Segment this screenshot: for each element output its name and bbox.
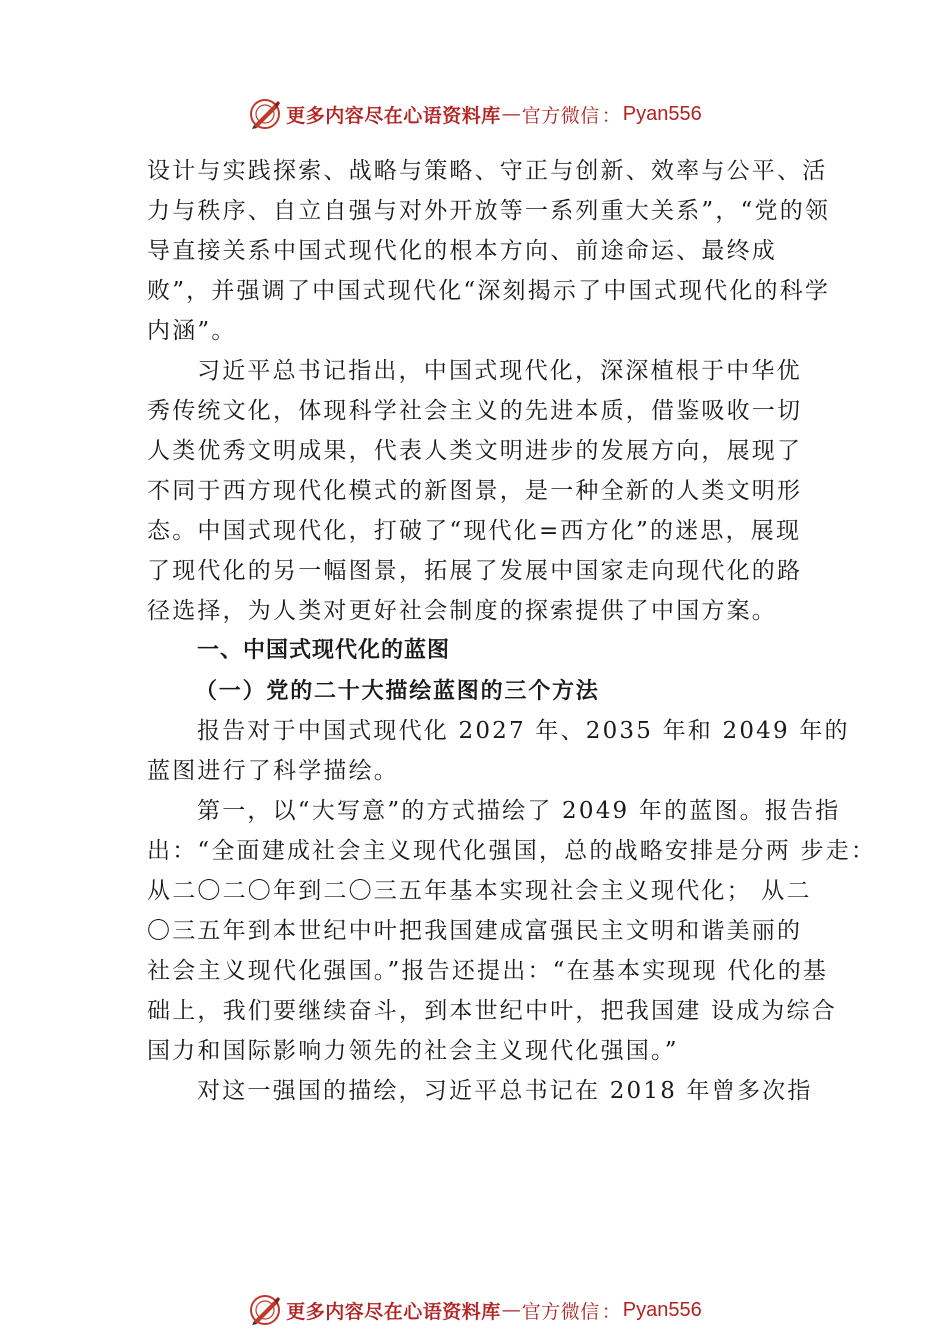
- body-line: 人类优秀文明成果，代表人类文明进步的发展方向，展现了: [147, 438, 803, 464]
- paragraph-start-line: 第一，以“大写意”的方式描绘了 2049 年的蓝图。报告指: [197, 798, 841, 824]
- pen-logo-icon: [248, 1293, 282, 1327]
- section-heading: 一、中国式现代化的蓝图: [197, 638, 451, 663]
- body-line: 不同于西方现代化模式的新图景，是一种全新的人类文明形: [147, 478, 803, 504]
- body-line: 设计与实践探索、战略与策略、守正与创新、效率与公平、活: [147, 158, 828, 184]
- banner-wechat-label: 官方微信: [521, 104, 600, 127]
- body-line: 态。中国式现代化，打破了“现代化=西方化”的迷思，展现: [147, 518, 802, 544]
- paragraph-start-line: 习近平总书记指出，中国式现代化，深深植根于中华优: [197, 358, 802, 384]
- body-line: 力与秩序、自立自强与对外开放等一系列重大关系”，“党的领: [147, 198, 831, 224]
- body-line: 从二〇二〇年到二〇三五年基本实现社会主义现代化； 从二: [147, 878, 812, 904]
- banner-wechat-id: Pyan556: [622, 102, 702, 125]
- pen-logo-icon: [248, 97, 282, 131]
- body-line: 导直接关系中国式现代化的根本方向、前途命运、最终成: [147, 238, 777, 264]
- body-line: 础上，我们要继续奋斗，到本世纪中叶，把我国建 设成为综合: [147, 998, 837, 1024]
- body-line: 败”，并强调了中国式现代化“深刻揭示了中国式现代化的科学: [147, 278, 831, 304]
- banner-wechat-label: 官方微信: [521, 1300, 600, 1323]
- body-line: 秀传统文化，体现科学社会主义的先进本质，借鉴吸收一切: [147, 398, 803, 424]
- subsection-heading: （一）党的二十大描绘蓝图的三个方法: [195, 678, 600, 704]
- banner-wechat-id: Pyan556: [622, 1298, 702, 1321]
- header-banner: [0, 94, 950, 134]
- body-line: 国力和国际影响力领先的社会主义现代化强国。”: [147, 1038, 679, 1064]
- banner-site-text: 更多内容尽在心语资料库: [286, 1300, 501, 1323]
- banner-colon: ：: [601, 1300, 621, 1323]
- body-line: 〇三五年到本世纪中叶把我国建成富强民主文明和谐美丽的: [147, 918, 803, 944]
- body-line: 了现代化的另一幅图景，拓展了发展中国家走向现代化的路: [147, 558, 803, 584]
- banner-site-text: 更多内容尽在心语资料库: [286, 104, 501, 127]
- paragraph-start-line: 对这一强国的描绘，习近平总书记在 2018 年曾多次指: [197, 1078, 813, 1104]
- banner-colon: ：: [601, 104, 621, 127]
- banner-dash: —: [501, 1299, 521, 1321]
- banner-dash: —: [501, 103, 521, 125]
- document-body: [147, 151, 877, 1111]
- body-line: 社会主义现代化强国。”报告还提出：“在基本实现现 代化的基: [147, 958, 829, 984]
- body-line: 蓝图进行了科学描绘。: [147, 758, 399, 784]
- body-line: 径选择，为人类对更好社会制度的探索提供了中国方案。: [147, 598, 777, 624]
- body-line: 内涵”。: [147, 318, 237, 344]
- body-line: 出：“全面建成社会主义现代化强国，总的战略安排是分两 步走：: [147, 838, 877, 864]
- footer-banner: [0, 1290, 950, 1330]
- paragraph-start-line: 报告对于中国式现代化 2027 年、2035 年和 2049 年的: [197, 718, 850, 744]
